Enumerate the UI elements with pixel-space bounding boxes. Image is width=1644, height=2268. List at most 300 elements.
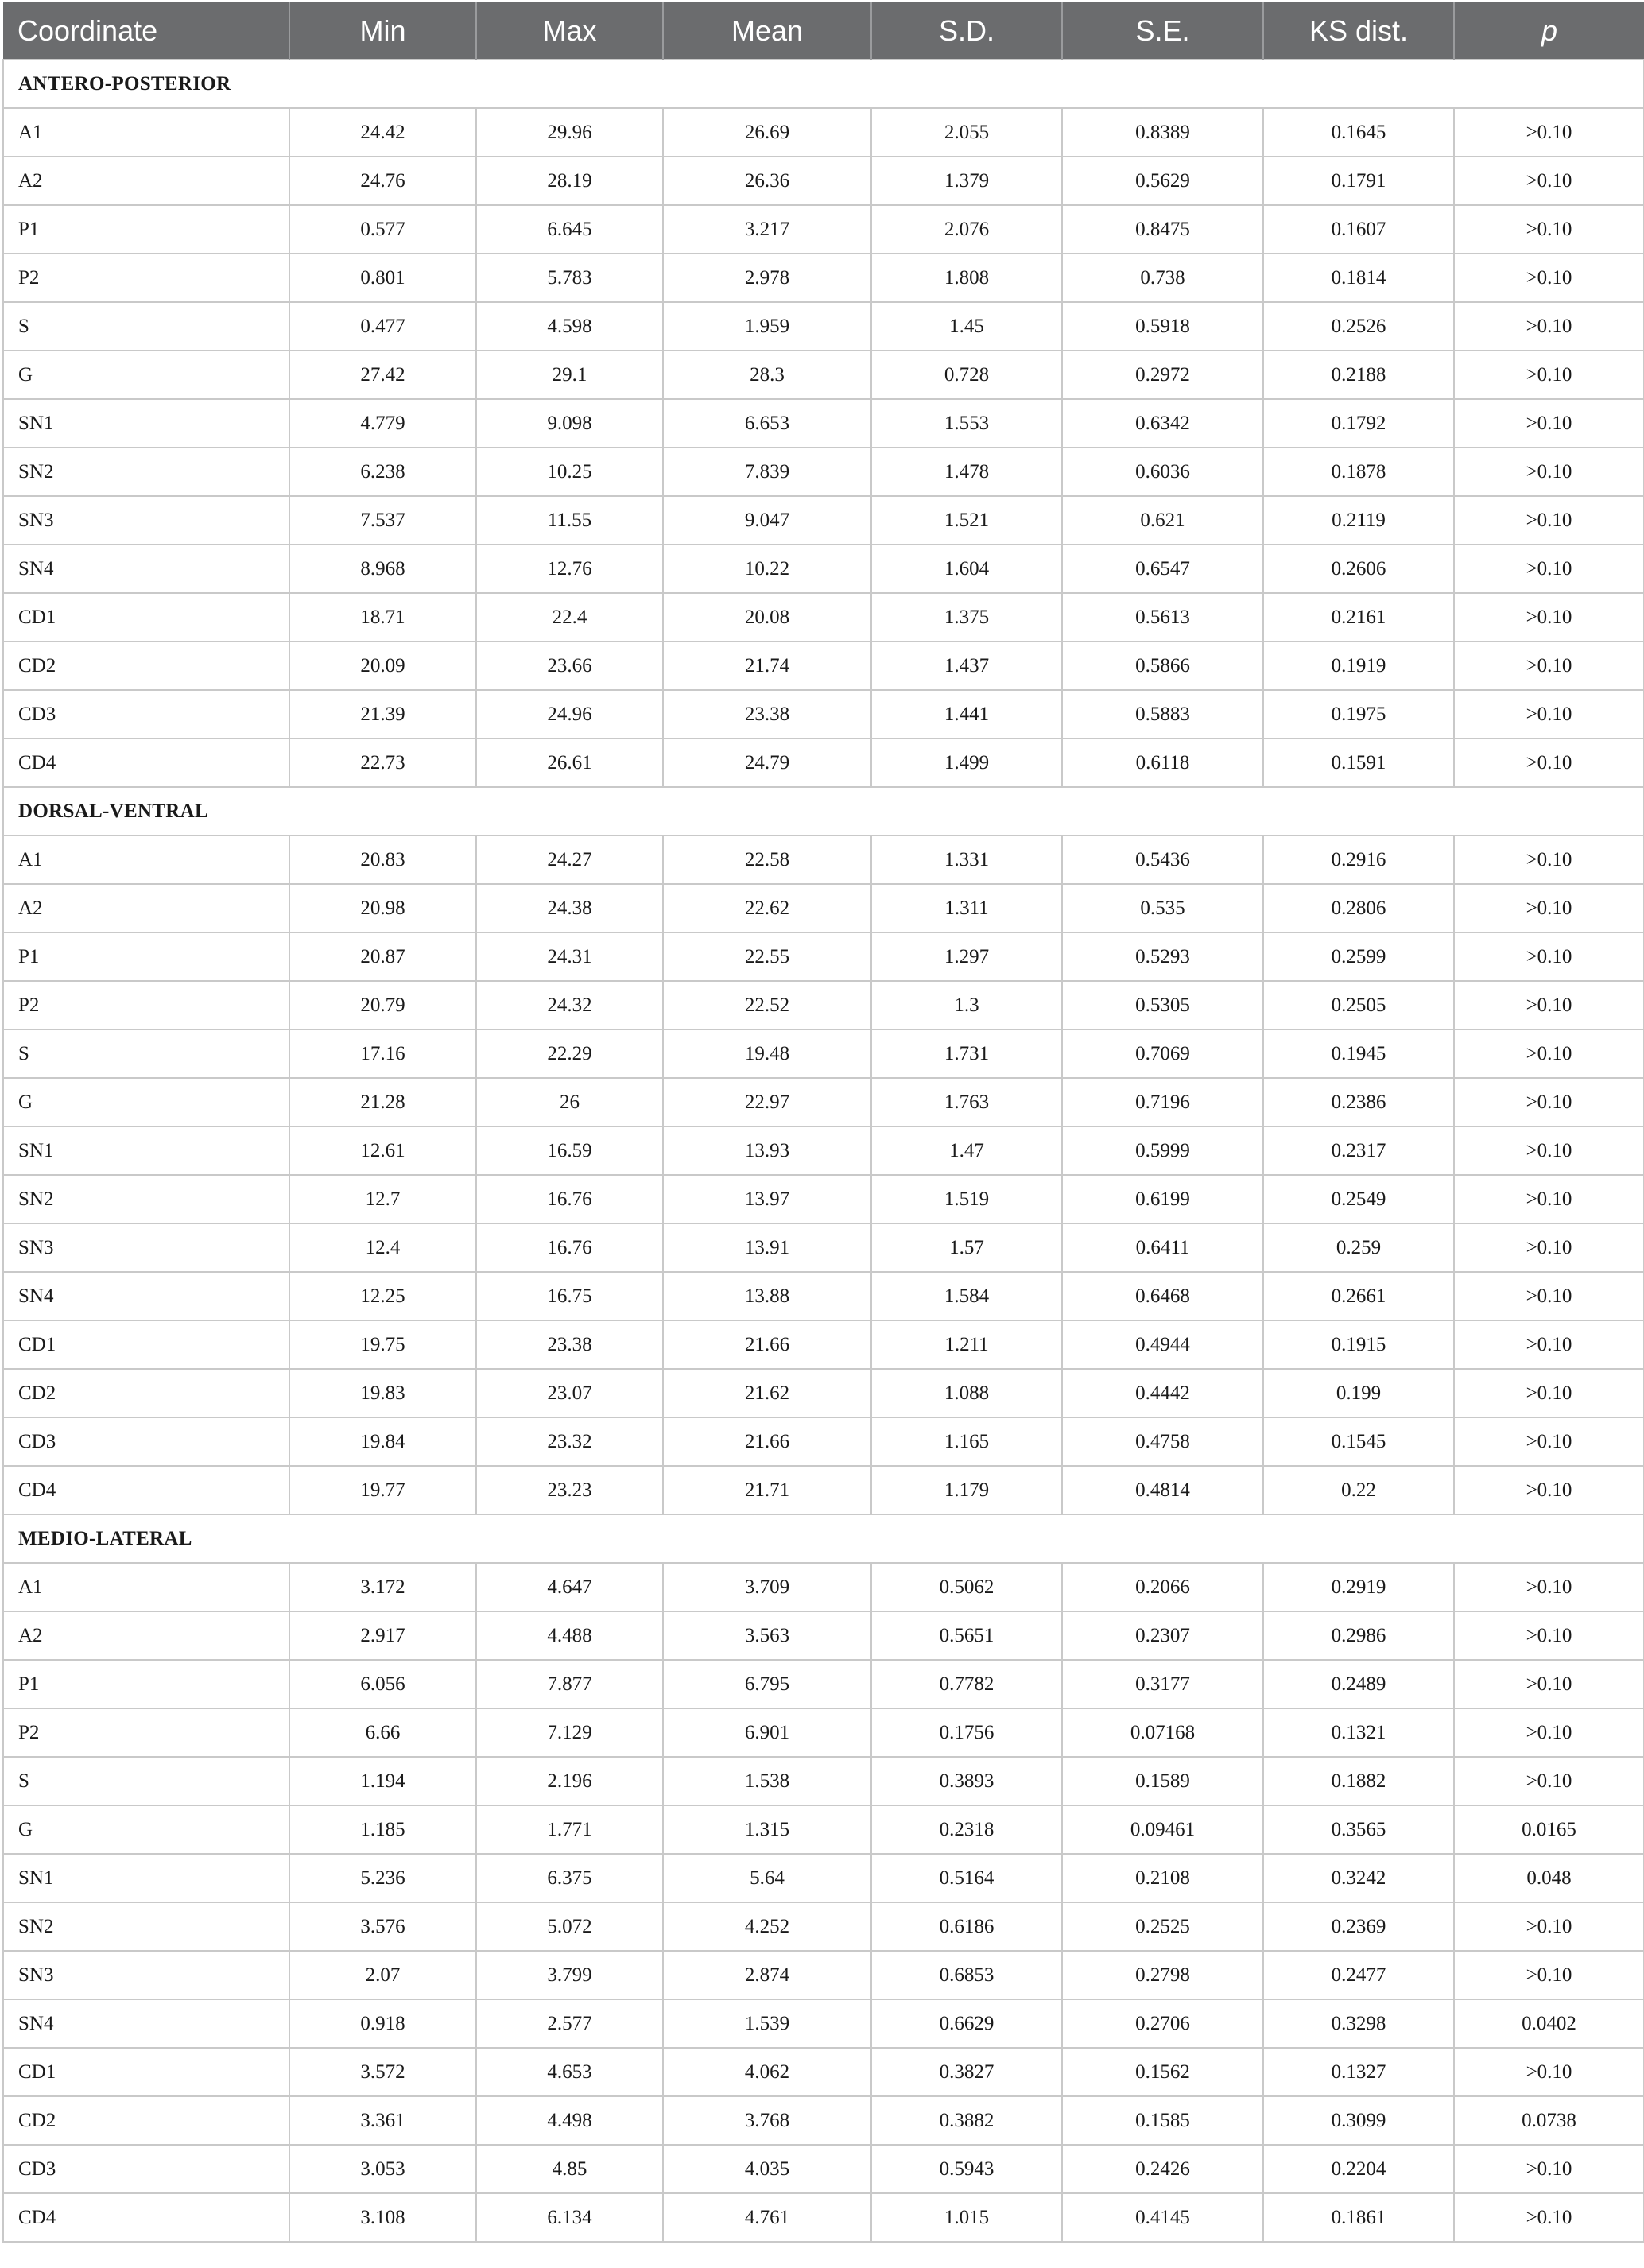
cell-mean: 3.768 xyxy=(663,2096,871,2145)
cell-min: 24.42 xyxy=(289,108,476,157)
cell-se: 0.8475 xyxy=(1062,205,1263,254)
cell-sd: 0.7782 xyxy=(871,1660,1062,1708)
cell-coordinate: A1 xyxy=(3,835,289,884)
cell-se: 0.2525 xyxy=(1062,1902,1263,1951)
cell-mean: 13.93 xyxy=(663,1126,871,1175)
cell-mean: 22.52 xyxy=(663,981,871,1029)
cell-coordinate: P2 xyxy=(3,254,289,302)
table-row xyxy=(3,1078,1644,1126)
cell-se: 0.621 xyxy=(1062,496,1263,545)
cell-min: 8.968 xyxy=(289,545,476,593)
section-title: ANTERO-POSTERIOR xyxy=(3,60,1644,108)
cell-coordinate: SN1 xyxy=(3,1854,289,1902)
cell-ks-dist: 0.2317 xyxy=(1263,1126,1454,1175)
cell-ks-dist: 0.2505 xyxy=(1263,981,1454,1029)
cell-sd: 0.5062 xyxy=(871,1563,1062,1611)
cell-coordinate: SN3 xyxy=(3,496,289,545)
table-row xyxy=(3,1563,1644,1611)
cell-min: 2.07 xyxy=(289,1951,476,1999)
cell-se: 0.6411 xyxy=(1062,1223,1263,1272)
cell-ks-dist: 0.1975 xyxy=(1263,690,1454,739)
cell-mean: 6.653 xyxy=(663,399,871,448)
cell-se: 0.2426 xyxy=(1062,2145,1263,2193)
cell-se: 0.09461 xyxy=(1062,1805,1263,1854)
cell-p-value: >0.10 xyxy=(1454,108,1644,157)
table-row xyxy=(3,108,1644,157)
cell-coordinate: A2 xyxy=(3,1611,289,1660)
cell-max: 23.66 xyxy=(476,642,663,690)
cell-ks-dist: 0.2806 xyxy=(1263,884,1454,932)
section-title: DORSAL-VENTRAL xyxy=(3,787,1644,835)
cell-mean: 21.71 xyxy=(663,1466,871,1514)
cell-sd: 2.076 xyxy=(871,205,1062,254)
cell-se: 0.5883 xyxy=(1062,690,1263,739)
table-row xyxy=(3,642,1644,690)
cell-ks-dist: 0.1791 xyxy=(1263,157,1454,205)
cell-se: 0.7196 xyxy=(1062,1078,1263,1126)
cell-min: 19.84 xyxy=(289,1417,476,1466)
cell-sd: 1.015 xyxy=(871,2193,1062,2242)
cell-sd: 1.45 xyxy=(871,302,1062,351)
cell-mean: 1.959 xyxy=(663,302,871,351)
cell-min: 3.108 xyxy=(289,2193,476,2242)
cell-se: 0.07168 xyxy=(1062,1708,1263,1757)
cell-ks-dist: 0.3298 xyxy=(1263,1999,1454,2048)
cell-p-value: >0.10 xyxy=(1454,1175,1644,1223)
cell-coordinate: CD2 xyxy=(3,642,289,690)
cell-coordinate: G xyxy=(3,351,289,399)
header-se: S.E. xyxy=(1062,2,1263,60)
cell-max: 4.498 xyxy=(476,2096,663,2145)
cell-se: 0.5613 xyxy=(1062,593,1263,642)
cell-p-value: >0.10 xyxy=(1454,351,1644,399)
table-row xyxy=(3,2193,1644,2242)
cell-ks-dist: 0.2119 xyxy=(1263,496,1454,545)
cell-sd: 1.3 xyxy=(871,981,1062,1029)
cell-sd: 1.584 xyxy=(871,1272,1062,1320)
cell-min: 12.25 xyxy=(289,1272,476,1320)
cell-coordinate: SN4 xyxy=(3,1272,289,1320)
cell-se: 0.2798 xyxy=(1062,1951,1263,1999)
cell-ks-dist: 0.2986 xyxy=(1263,1611,1454,1660)
cell-ks-dist: 0.3242 xyxy=(1263,1854,1454,1902)
cell-p-value: >0.10 xyxy=(1454,1611,1644,1660)
cell-max: 4.653 xyxy=(476,2048,663,2096)
cell-coordinate: SN2 xyxy=(3,448,289,496)
cell-p-value: >0.10 xyxy=(1454,448,1644,496)
cell-max: 4.598 xyxy=(476,302,663,351)
cell-ks-dist: 0.2386 xyxy=(1263,1078,1454,1126)
cell-p-value: 0.0165 xyxy=(1454,1805,1644,1854)
cell-p-value: >0.10 xyxy=(1454,835,1644,884)
cell-sd: 1.311 xyxy=(871,884,1062,932)
table-row xyxy=(3,302,1644,351)
cell-mean: 26.36 xyxy=(663,157,871,205)
cell-mean: 3.563 xyxy=(663,1611,871,1660)
cell-max: 23.07 xyxy=(476,1369,663,1417)
table-row xyxy=(3,205,1644,254)
cell-ks-dist: 0.1321 xyxy=(1263,1708,1454,1757)
table-row xyxy=(3,1126,1644,1175)
cell-min: 3.572 xyxy=(289,2048,476,2096)
cell-sd: 0.5164 xyxy=(871,1854,1062,1902)
cell-min: 3.053 xyxy=(289,2145,476,2193)
cell-sd: 1.088 xyxy=(871,1369,1062,1417)
cell-min: 12.61 xyxy=(289,1126,476,1175)
cell-max: 22.4 xyxy=(476,593,663,642)
cell-coordinate: CD1 xyxy=(3,2048,289,2096)
cell-se: 0.5436 xyxy=(1062,835,1263,884)
cell-sd: 1.604 xyxy=(871,545,1062,593)
cell-coordinate: SN3 xyxy=(3,1223,289,1272)
cell-sd: 1.179 xyxy=(871,1466,1062,1514)
cell-ks-dist: 0.2204 xyxy=(1263,2145,1454,2193)
table-row xyxy=(3,1029,1644,1078)
cell-se: 0.2066 xyxy=(1062,1563,1263,1611)
cell-sd: 1.763 xyxy=(871,1078,1062,1126)
cell-ks-dist: 0.2549 xyxy=(1263,1175,1454,1223)
table-row xyxy=(3,254,1644,302)
table-row xyxy=(3,1175,1644,1223)
table-row xyxy=(3,884,1644,932)
cell-se: 0.6199 xyxy=(1062,1175,1263,1223)
cell-sd: 1.441 xyxy=(871,690,1062,739)
cell-p-value: >0.10 xyxy=(1454,1757,1644,1805)
section-row xyxy=(3,60,1644,108)
table-row xyxy=(3,1757,1644,1805)
cell-min: 20.83 xyxy=(289,835,476,884)
cell-sd: 1.553 xyxy=(871,399,1062,448)
cell-min: 6.238 xyxy=(289,448,476,496)
cell-se: 0.6118 xyxy=(1062,739,1263,787)
cell-max: 12.76 xyxy=(476,545,663,593)
cell-sd: 1.808 xyxy=(871,254,1062,302)
cell-sd: 1.519 xyxy=(871,1175,1062,1223)
cell-min: 7.537 xyxy=(289,496,476,545)
cell-sd: 0.728 xyxy=(871,351,1062,399)
cell-p-value: >0.10 xyxy=(1454,1029,1644,1078)
cell-min: 20.09 xyxy=(289,642,476,690)
cell-coordinate: CD4 xyxy=(3,739,289,787)
cell-mean: 24.79 xyxy=(663,739,871,787)
cell-mean: 4.761 xyxy=(663,2193,871,2242)
cell-sd: 0.5943 xyxy=(871,2145,1062,2193)
cell-sd: 1.297 xyxy=(871,932,1062,981)
cell-mean: 4.035 xyxy=(663,2145,871,2193)
cell-coordinate: CD2 xyxy=(3,1369,289,1417)
cell-p-value: >0.10 xyxy=(1454,545,1644,593)
cell-ks-dist: 0.259 xyxy=(1263,1223,1454,1272)
cell-max: 16.59 xyxy=(476,1126,663,1175)
cell-coordinate: P1 xyxy=(3,932,289,981)
cell-p-value: >0.10 xyxy=(1454,981,1644,1029)
cell-ks-dist: 0.1327 xyxy=(1263,2048,1454,2096)
cell-coordinate: SN4 xyxy=(3,545,289,593)
cell-sd: 0.6186 xyxy=(871,1902,1062,1951)
cell-max: 24.31 xyxy=(476,932,663,981)
cell-min: 12.7 xyxy=(289,1175,476,1223)
cell-se: 0.1585 xyxy=(1062,2096,1263,2145)
cell-p-value: >0.10 xyxy=(1454,593,1644,642)
header-mean: Mean xyxy=(663,2,871,60)
cell-p-value: >0.10 xyxy=(1454,1369,1644,1417)
cell-coordinate: S xyxy=(3,302,289,351)
cell-p-value: >0.10 xyxy=(1454,302,1644,351)
table-header xyxy=(3,2,1644,60)
cell-sd: 0.3893 xyxy=(871,1757,1062,1805)
cell-mean: 3.217 xyxy=(663,205,871,254)
cell-mean: 22.55 xyxy=(663,932,871,981)
cell-se: 0.4442 xyxy=(1062,1369,1263,1417)
cell-min: 19.83 xyxy=(289,1369,476,1417)
cell-sd: 0.6629 xyxy=(871,1999,1062,2048)
cell-ks-dist: 0.3565 xyxy=(1263,1805,1454,1854)
cell-sd: 1.375 xyxy=(871,593,1062,642)
cell-coordinate: A1 xyxy=(3,1563,289,1611)
cell-coordinate: CD3 xyxy=(3,2145,289,2193)
section-row xyxy=(3,1514,1644,1563)
cell-ks-dist: 0.2606 xyxy=(1263,545,1454,593)
cell-mean: 6.901 xyxy=(663,1708,871,1757)
cell-min: 6.66 xyxy=(289,1708,476,1757)
cell-mean: 22.62 xyxy=(663,884,871,932)
cell-ks-dist: 0.1945 xyxy=(1263,1029,1454,1078)
table-row xyxy=(3,1417,1644,1466)
header-coordinate: Coordinate xyxy=(3,2,289,60)
table-row xyxy=(3,496,1644,545)
cell-coordinate: CD4 xyxy=(3,2193,289,2242)
cell-max: 10.25 xyxy=(476,448,663,496)
table-row xyxy=(3,448,1644,496)
cell-max: 24.27 xyxy=(476,835,663,884)
cell-ks-dist: 0.2526 xyxy=(1263,302,1454,351)
cell-min: 2.917 xyxy=(289,1611,476,1660)
cell-min: 3.576 xyxy=(289,1902,476,1951)
table-row xyxy=(3,1708,1644,1757)
cell-p-value: >0.10 xyxy=(1454,496,1644,545)
cell-coordinate: S xyxy=(3,1029,289,1078)
cell-se: 0.5305 xyxy=(1062,981,1263,1029)
cell-mean: 10.22 xyxy=(663,545,871,593)
cell-sd: 1.478 xyxy=(871,448,1062,496)
cell-mean: 1.539 xyxy=(663,1999,871,2048)
table-row xyxy=(3,1466,1644,1514)
cell-ks-dist: 0.1792 xyxy=(1263,399,1454,448)
cell-p-value: >0.10 xyxy=(1454,2048,1644,2096)
cell-se: 0.3177 xyxy=(1062,1660,1263,1708)
table-row xyxy=(3,1951,1644,1999)
cell-mean: 26.69 xyxy=(663,108,871,157)
cell-max: 29.1 xyxy=(476,351,663,399)
cell-coordinate: CD2 xyxy=(3,2096,289,2145)
cell-se: 0.4758 xyxy=(1062,1417,1263,1466)
table-row xyxy=(3,1854,1644,1902)
header-min: Min xyxy=(289,2,476,60)
cell-ks-dist: 0.2599 xyxy=(1263,932,1454,981)
cell-mean: 5.64 xyxy=(663,1854,871,1902)
cell-p-value: >0.10 xyxy=(1454,1272,1644,1320)
cell-mean: 23.38 xyxy=(663,690,871,739)
cell-min: 5.236 xyxy=(289,1854,476,1902)
cell-p-value: 0.0738 xyxy=(1454,2096,1644,2145)
table-row xyxy=(3,157,1644,205)
cell-mean: 13.88 xyxy=(663,1272,871,1320)
cell-mean: 28.3 xyxy=(663,351,871,399)
cell-max: 23.38 xyxy=(476,1320,663,1369)
cell-max: 16.75 xyxy=(476,1272,663,1320)
cell-min: 12.4 xyxy=(289,1223,476,1272)
cell-coordinate: A2 xyxy=(3,157,289,205)
cell-se: 0.6342 xyxy=(1062,399,1263,448)
table-row xyxy=(3,2096,1644,2145)
cell-max: 23.23 xyxy=(476,1466,663,1514)
cell-coordinate: CD3 xyxy=(3,690,289,739)
cell-mean: 7.839 xyxy=(663,448,871,496)
cell-max: 7.877 xyxy=(476,1660,663,1708)
cell-se: 0.4814 xyxy=(1062,1466,1263,1514)
cell-coordinate: CD3 xyxy=(3,1417,289,1466)
cell-p-value: >0.10 xyxy=(1454,1902,1644,1951)
table-row xyxy=(3,1660,1644,1708)
cell-coordinate: P2 xyxy=(3,1708,289,1757)
cell-max: 22.29 xyxy=(476,1029,663,1078)
cell-se: 0.5293 xyxy=(1062,932,1263,981)
cell-max: 29.96 xyxy=(476,108,663,157)
cell-mean: 3.709 xyxy=(663,1563,871,1611)
cell-max: 16.76 xyxy=(476,1223,663,1272)
cell-sd: 1.47 xyxy=(871,1126,1062,1175)
cell-sd: 1.57 xyxy=(871,1223,1062,1272)
cell-max: 2.577 xyxy=(476,1999,663,2048)
cell-min: 0.918 xyxy=(289,1999,476,2048)
cell-sd: 0.5651 xyxy=(871,1611,1062,1660)
cell-min: 20.98 xyxy=(289,884,476,932)
table-row xyxy=(3,1272,1644,1320)
cell-p-value: >0.10 xyxy=(1454,205,1644,254)
cell-p-value: >0.10 xyxy=(1454,932,1644,981)
cell-sd: 1.211 xyxy=(871,1320,1062,1369)
cell-coordinate: SN2 xyxy=(3,1902,289,1951)
cell-p-value: >0.10 xyxy=(1454,254,1644,302)
cell-ks-dist: 0.2489 xyxy=(1263,1660,1454,1708)
cell-se: 0.2307 xyxy=(1062,1611,1263,1660)
cell-se: 0.535 xyxy=(1062,884,1263,932)
cell-ks-dist: 0.22 xyxy=(1263,1466,1454,1514)
cell-min: 0.801 xyxy=(289,254,476,302)
table-row xyxy=(3,981,1644,1029)
table-row xyxy=(3,932,1644,981)
cell-min: 19.77 xyxy=(289,1466,476,1514)
cell-min: 6.056 xyxy=(289,1660,476,1708)
cell-max: 26.61 xyxy=(476,739,663,787)
cell-sd: 0.2318 xyxy=(871,1805,1062,1854)
table-row xyxy=(3,2048,1644,2096)
cell-max: 6.645 xyxy=(476,205,663,254)
cell-max: 6.134 xyxy=(476,2193,663,2242)
table-body xyxy=(3,60,1644,2242)
cell-ks-dist: 0.1919 xyxy=(1263,642,1454,690)
table-row xyxy=(3,399,1644,448)
cell-max: 9.098 xyxy=(476,399,663,448)
cell-coordinate: A1 xyxy=(3,108,289,157)
cell-sd: 0.6853 xyxy=(871,1951,1062,1999)
cell-max: 26 xyxy=(476,1078,663,1126)
cell-coordinate: SN2 xyxy=(3,1175,289,1223)
table-row xyxy=(3,739,1644,787)
table-row xyxy=(3,1611,1644,1660)
cell-mean: 1.538 xyxy=(663,1757,871,1805)
cell-ks-dist: 0.2188 xyxy=(1263,351,1454,399)
cell-sd: 0.3882 xyxy=(871,2096,1062,2145)
cell-se: 0.2706 xyxy=(1062,1999,1263,2048)
table-row xyxy=(3,1369,1644,1417)
cell-coordinate: SN1 xyxy=(3,1126,289,1175)
cell-mean: 21.66 xyxy=(663,1417,871,1466)
cell-p-value: >0.10 xyxy=(1454,157,1644,205)
cell-min: 0.477 xyxy=(289,302,476,351)
cell-mean: 22.97 xyxy=(663,1078,871,1126)
cell-max: 3.799 xyxy=(476,1951,663,1999)
cell-coordinate: SN3 xyxy=(3,1951,289,1999)
table-row xyxy=(3,835,1644,884)
cell-ks-dist: 0.1861 xyxy=(1263,2193,1454,2242)
cell-se: 0.738 xyxy=(1062,254,1263,302)
cell-min: 19.75 xyxy=(289,1320,476,1369)
cell-max: 24.32 xyxy=(476,981,663,1029)
cell-p-value: >0.10 xyxy=(1454,1466,1644,1514)
section-title: MEDIO-LATERAL xyxy=(3,1514,1644,1563)
cell-ks-dist: 0.199 xyxy=(1263,1369,1454,1417)
cell-max: 2.196 xyxy=(476,1757,663,1805)
cell-mean: 2.874 xyxy=(663,1951,871,1999)
cell-mean: 21.66 xyxy=(663,1320,871,1369)
cell-se: 0.4944 xyxy=(1062,1320,1263,1369)
cell-ks-dist: 0.1814 xyxy=(1263,254,1454,302)
cell-min: 24.76 xyxy=(289,157,476,205)
cell-sd: 1.731 xyxy=(871,1029,1062,1078)
cell-se: 0.6547 xyxy=(1062,545,1263,593)
cell-max: 4.85 xyxy=(476,2145,663,2193)
cell-coordinate: CD1 xyxy=(3,593,289,642)
cell-coordinate: P2 xyxy=(3,981,289,1029)
cell-sd: 1.521 xyxy=(871,496,1062,545)
cell-max: 1.771 xyxy=(476,1805,663,1854)
cell-se: 0.1589 xyxy=(1062,1757,1263,1805)
cell-p-value: >0.10 xyxy=(1454,690,1644,739)
cell-max: 24.38 xyxy=(476,884,663,932)
cell-ks-dist: 0.2919 xyxy=(1263,1563,1454,1611)
cell-p-value: >0.10 xyxy=(1454,739,1644,787)
cell-p-value: >0.10 xyxy=(1454,1320,1644,1369)
cell-max: 11.55 xyxy=(476,496,663,545)
cell-sd: 0.3827 xyxy=(871,2048,1062,2096)
cell-mean: 20.08 xyxy=(663,593,871,642)
cell-se: 0.5918 xyxy=(1062,302,1263,351)
cell-min: 20.79 xyxy=(289,981,476,1029)
cell-coordinate: G xyxy=(3,1805,289,1854)
header-sd: S.D. xyxy=(871,2,1062,60)
cell-se: 0.7069 xyxy=(1062,1029,1263,1078)
cell-sd: 1.331 xyxy=(871,835,1062,884)
cell-mean: 19.48 xyxy=(663,1029,871,1078)
table-row xyxy=(3,1902,1644,1951)
cell-ks-dist: 0.3099 xyxy=(1263,2096,1454,2145)
cell-max: 23.32 xyxy=(476,1417,663,1466)
cell-se: 0.5866 xyxy=(1062,642,1263,690)
cell-p-value: >0.10 xyxy=(1454,1126,1644,1175)
table-row xyxy=(3,2145,1644,2193)
cell-min: 0.577 xyxy=(289,205,476,254)
